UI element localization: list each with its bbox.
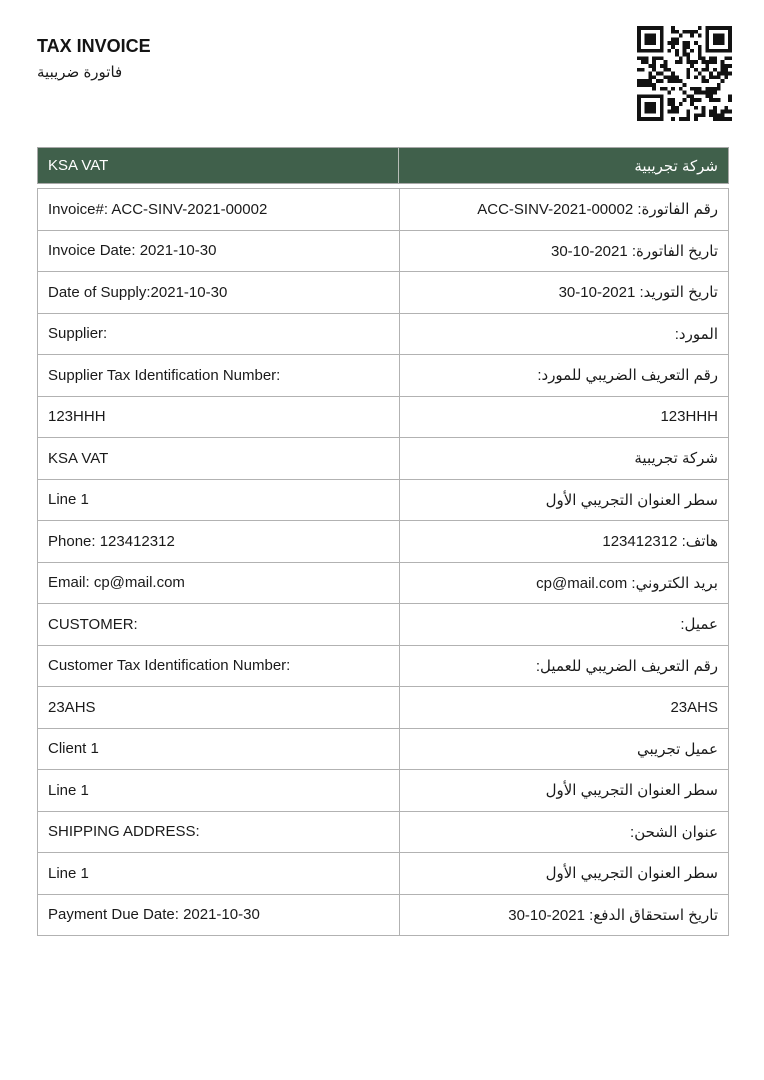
cell-en: Line 1 xyxy=(38,853,400,895)
table-row-customer-address xyxy=(38,770,729,812)
cell-ar-value: 30-10-2021 xyxy=(558,284,636,302)
cell-ar-label: بريد الكتروني: xyxy=(631,574,718,592)
cell-ar-label: عميل تجريبي xyxy=(636,740,718,758)
table-row-email xyxy=(38,562,729,604)
invoice-table xyxy=(37,147,729,936)
table-row-supplier-tax-id-heading xyxy=(38,355,729,397)
cell-en: 123HHH xyxy=(38,396,400,438)
cell-ar-label: تاريخ استحقاق الدفع: xyxy=(589,906,718,924)
cell-ar xyxy=(400,687,729,729)
table-row-customer-tax-id-heading xyxy=(38,645,729,687)
cell-en: CUSTOMER: xyxy=(38,604,400,646)
cell-en: SHIPPING ADDRESS: xyxy=(38,811,400,853)
table-row-invoice-date xyxy=(38,230,729,272)
cell-en: Email: cp@mail.com xyxy=(38,562,400,604)
cell-en: Line 1 xyxy=(38,770,400,812)
page-subtitle-arabic: فاتورة ضريبية xyxy=(37,63,123,81)
cell-en: Payment Due Date: 2021-10-30 xyxy=(38,894,400,936)
invoice-details-table xyxy=(37,188,729,936)
cell-en: 23AHS xyxy=(38,687,400,729)
cell-ar xyxy=(400,189,729,231)
cell-ar xyxy=(400,355,729,397)
cell-en: Phone: 123412312 xyxy=(38,521,400,563)
cell-ar xyxy=(400,728,729,770)
cell-en: Date of Supply:2021-10-30 xyxy=(38,272,400,314)
cell-ar-label: رقم التعريف الضريبي للعميل: xyxy=(535,657,718,675)
table-row-shipping-address-line xyxy=(38,853,729,895)
cell-ar-label: تاريخ التوريد: xyxy=(639,284,718,302)
cell-ar-label: سطر العنوان التجريبي الأول xyxy=(545,782,718,800)
table-row-date-of-supply xyxy=(38,272,729,314)
cell-ar-value: 123HHH xyxy=(660,408,718,426)
cell-ar-label: رقم الفاتورة: xyxy=(637,201,718,219)
table-row-supplier-tax-id-value xyxy=(38,396,729,438)
cell-ar xyxy=(400,521,729,563)
cell-en: KSA VAT xyxy=(38,438,400,480)
cell-ar-label: سطر العنوان التجريبي الأول xyxy=(545,865,718,883)
cell-ar-value: cp@mail.com xyxy=(536,574,628,592)
table-row-invoice-number xyxy=(38,189,729,231)
page-title: TAX INVOICE xyxy=(37,36,151,56)
table-row-supplier-name xyxy=(38,438,729,480)
header-cell-company-ar: شركة تجريبية xyxy=(634,157,718,175)
cell-en: Customer Tax Identification Number: xyxy=(38,645,400,687)
table-row-customer-tax-id-value xyxy=(38,687,729,729)
cell-en: Line 1 xyxy=(38,479,400,521)
cell-ar-label: سطر العنوان التجريبي الأول xyxy=(545,491,718,509)
cell-ar xyxy=(400,396,729,438)
cell-ar-value: 30-10-2021 xyxy=(508,906,585,924)
cell-ar-label: هاتف: xyxy=(681,533,718,551)
cell-ar-value: 30-10-2021 xyxy=(550,242,628,260)
cell-ar-label: تاريخ الفاتورة: xyxy=(631,242,718,260)
cell-ar xyxy=(400,272,729,314)
table-row-shipping-address-heading xyxy=(38,811,729,853)
table-row-supplier-heading xyxy=(38,313,729,355)
header-cell-company-en: KSA VAT xyxy=(38,148,399,183)
cell-ar xyxy=(400,479,729,521)
cell-ar-value: ACC-SINV-2021-00002 xyxy=(477,201,634,219)
table-row-customer-heading xyxy=(38,604,729,646)
cell-ar xyxy=(400,770,729,812)
qr-code-icon xyxy=(637,26,732,121)
table-row-payment-due-date xyxy=(38,894,729,936)
cell-ar-label: المورد: xyxy=(674,325,718,343)
cell-ar xyxy=(400,894,729,936)
cell-ar xyxy=(400,438,729,480)
cell-ar xyxy=(400,562,729,604)
cell-ar-label: عنوان الشحن: xyxy=(630,823,718,841)
cell-ar xyxy=(400,853,729,895)
cell-en: Supplier: xyxy=(38,313,400,355)
table-row-phone xyxy=(38,521,729,563)
cell-en: Invoice Date: 2021-10-30 xyxy=(38,230,400,272)
brand-block xyxy=(37,37,151,81)
cell-ar-label: شركة تجريبية xyxy=(634,450,718,468)
table-row-supplier-address xyxy=(38,479,729,521)
cell-ar xyxy=(400,230,729,272)
cell-en: Client 1 xyxy=(38,728,400,770)
qr-code-graphic xyxy=(637,26,732,121)
cell-ar xyxy=(400,313,729,355)
cell-ar xyxy=(400,645,729,687)
table-row-customer-name xyxy=(38,728,729,770)
cell-ar xyxy=(400,604,729,646)
cell-ar-label: رقم التعريف الضريبي للمورد: xyxy=(537,367,718,385)
cell-ar xyxy=(400,811,729,853)
cell-ar-value: 123412312 xyxy=(602,533,678,551)
cell-ar-label: عميل: xyxy=(680,616,718,634)
cell-en: Invoice#: ACC-SINV-2021-00002 xyxy=(38,189,400,231)
cell-ar-value: 23AHS xyxy=(670,698,718,716)
table-header-row xyxy=(37,147,729,184)
cell-en: Supplier Tax Identification Number: xyxy=(38,355,400,397)
